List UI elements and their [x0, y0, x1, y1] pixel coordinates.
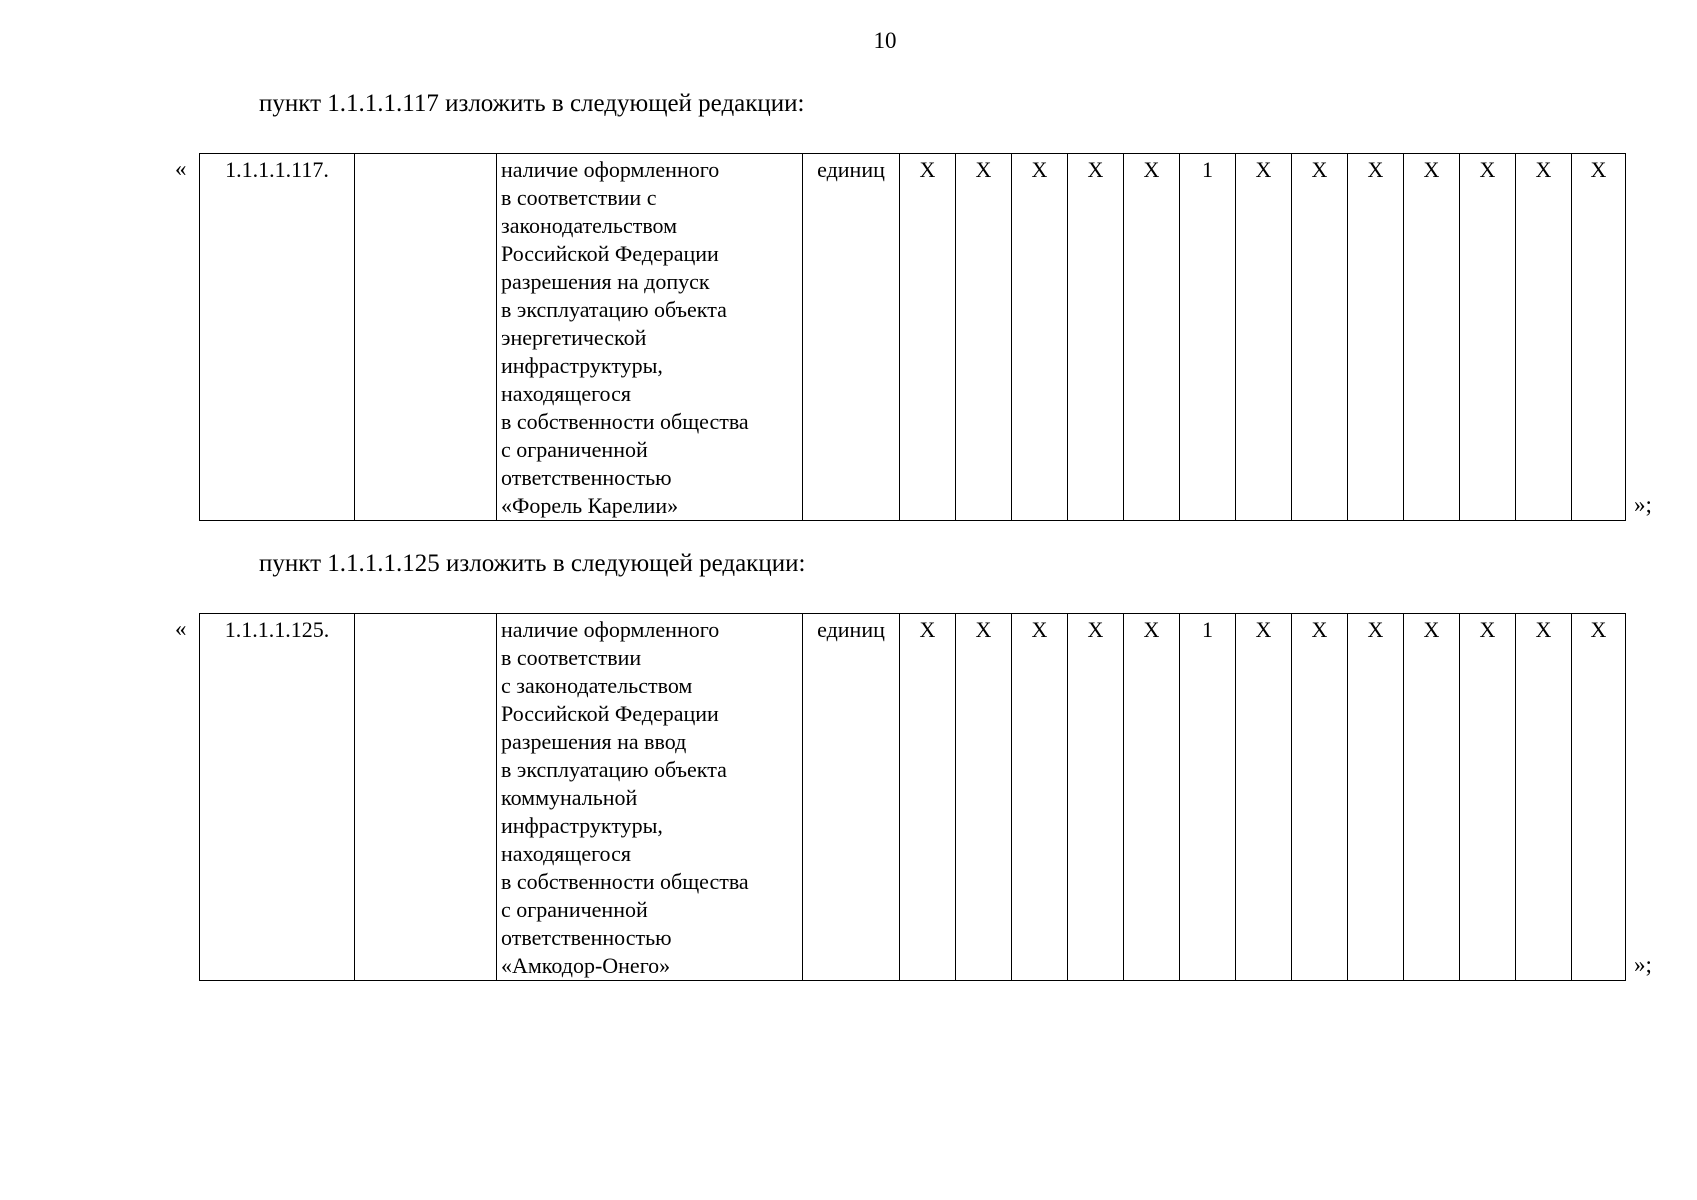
amendment-table	[199, 613, 1626, 981]
table-row	[200, 154, 1626, 521]
description-line: в эксплуатацию объекта	[501, 297, 727, 322]
description-line: с ограниченной	[501, 437, 648, 462]
value-cell: Х	[1124, 614, 1180, 981]
item-number-cell: 1.1.1.1.117.	[200, 154, 355, 521]
value-cell: Х	[1292, 154, 1348, 521]
description-cell	[497, 154, 803, 521]
value-cell: Х	[1404, 614, 1460, 981]
description-line: наличие оформленного	[501, 157, 720, 182]
unit-cell: единиц	[803, 154, 900, 521]
description-line: «Форель Карелии»	[501, 493, 679, 518]
unit-cell: единиц	[803, 614, 900, 981]
value-cell: Х	[1012, 614, 1068, 981]
value-cell: Х	[1348, 614, 1404, 981]
amendment-table	[199, 153, 1626, 521]
value-cell: Х	[1068, 614, 1124, 981]
description-line: разрешения на ввод	[501, 729, 687, 754]
value-cell: Х	[900, 614, 956, 981]
value-cell: Х	[1404, 154, 1460, 521]
value-cell: Х	[1572, 154, 1626, 521]
empty-cell	[355, 614, 497, 981]
description-line: Российской Федерации	[501, 241, 719, 266]
value-cell: Х	[1236, 154, 1292, 521]
description-line: в эксплуатацию объекта	[501, 757, 727, 782]
closing-quote: »;	[1634, 492, 1652, 517]
value-cell: Х	[956, 154, 1012, 521]
description-line: инфраструктуры,	[501, 813, 663, 838]
value-cell: Х	[1124, 154, 1180, 521]
section-heading: пункт 1.1.1.1.117 изложить в следующей редакции:	[259, 90, 805, 117]
description-line: в собственности общества	[501, 869, 749, 894]
value-cell: Х	[1460, 154, 1516, 521]
description-cell	[497, 614, 803, 981]
value-cell: Х	[1068, 154, 1124, 521]
value-cell: Х	[1460, 614, 1516, 981]
value-cell: 1	[1180, 154, 1236, 521]
description-line: с ограниченной	[501, 897, 648, 922]
description-line: в собственности общества	[501, 409, 749, 434]
description-line: разрешения на допуск	[501, 269, 710, 294]
value-cell: Х	[1516, 154, 1572, 521]
description-line: с законодательством	[501, 673, 693, 698]
description-line: Российской Федерации	[501, 701, 719, 726]
page-number: 10	[873, 28, 897, 53]
description-line: ответственностью	[501, 465, 672, 490]
value-cell: Х	[1348, 154, 1404, 521]
description-line: ответственностью	[501, 925, 672, 950]
closing-quote: »;	[1634, 952, 1652, 977]
item-number-cell: 1.1.1.1.125.	[200, 614, 355, 981]
opening-quote: «	[175, 616, 187, 641]
opening-quote: «	[175, 156, 187, 181]
value-cell: 1	[1180, 614, 1236, 981]
empty-cell	[355, 154, 497, 521]
value-cell: Х	[1292, 614, 1348, 981]
description-line: находящегося	[501, 381, 631, 406]
value-cell: Х	[1572, 614, 1626, 981]
value-cell: Х	[956, 614, 1012, 981]
description-line: находящегося	[501, 841, 631, 866]
value-cell: Х	[1516, 614, 1572, 981]
value-cell: Х	[1012, 154, 1068, 521]
description-line: коммунальной	[501, 785, 638, 810]
section-heading: пункт 1.1.1.1.125 изложить в следующей редакции:	[259, 550, 806, 577]
description-line: энергетической	[501, 325, 647, 350]
value-cell: Х	[900, 154, 956, 521]
value-cell: Х	[1236, 614, 1292, 981]
description-line: наличие оформленного	[501, 617, 720, 642]
description-line: в соответствии	[501, 645, 642, 670]
table-row	[200, 614, 1626, 981]
description-line: законодательством	[501, 213, 678, 238]
description-line: инфраструктуры,	[501, 353, 663, 378]
description-line: в соответствии с	[501, 185, 657, 210]
description-line: «Амкодор-Онего»	[501, 953, 671, 978]
